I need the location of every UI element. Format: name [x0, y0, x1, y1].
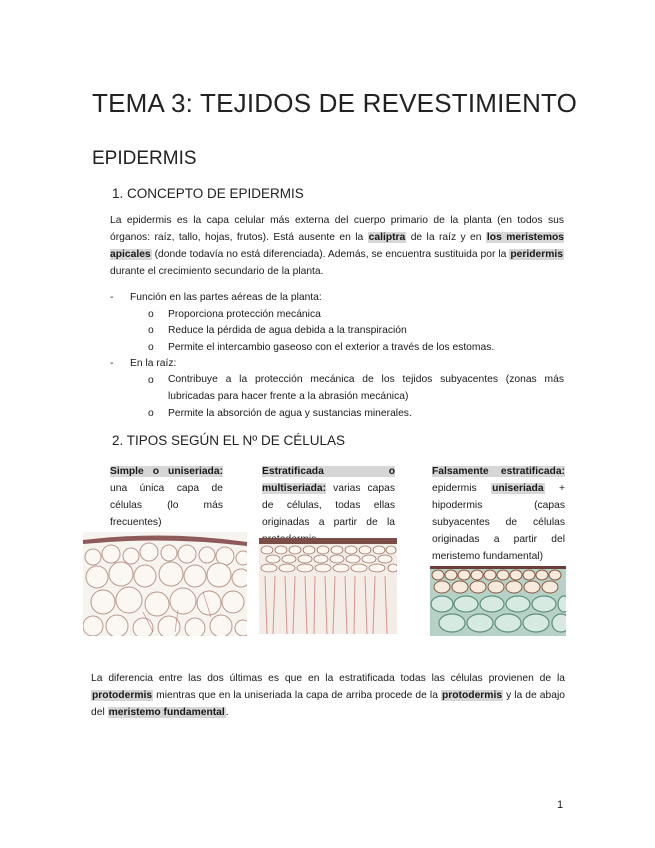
aerial-item: Reduce la pérdida de agua debida a la transpiración — [168, 325, 407, 336]
aerial-item: Proporciona protección mecánica — [168, 309, 321, 320]
term-uniseriada: uniseriada — [492, 483, 544, 494]
term-protodermis: protodermis — [441, 690, 503, 701]
paragraph-difference — [91, 670, 565, 721]
term-peridermis: peridermis — [510, 249, 563, 260]
dash-bullet: - — [110, 358, 114, 369]
page-number: 1 — [557, 799, 564, 811]
aerial-item: Permite el intercambio gaseoso con el exterior a través de los estomas. — [168, 342, 495, 353]
term-meristemos-apicales: los meristemos apicales — [110, 232, 565, 260]
type-stratified — [262, 463, 395, 548]
sub-bullet: o — [148, 325, 154, 336]
concept-text-b: de la raíz y en — [406, 232, 486, 243]
micrograph-stratified-epidermis — [259, 538, 397, 634]
sub-bullet: o — [148, 309, 154, 320]
paragraph-concepto — [110, 212, 564, 280]
type-stratified-text: varias capas de células, todas ellas originadas a partir de la — [262, 483, 395, 528]
root-label: En la raíz: — [130, 358, 177, 369]
term-caliptra: caliptra — [368, 232, 406, 243]
type-false-text-a: epidermis — [432, 483, 492, 494]
diff-text-d: . — [225, 707, 229, 718]
heading-concepto: 1. CONCEPTO DE EPIDERMIS — [112, 186, 304, 201]
sub-bullet: o — [148, 375, 154, 386]
concept-text-c: (donde todavía no está diferenciada). Además, se encuentra sustituida por la — [151, 249, 510, 260]
type-false — [432, 463, 565, 565]
section-heading-epidermis: EPIDERMIS — [92, 148, 197, 169]
heading-tipos: 2. TIPOS SEGÚN EL Nº DE CÉLULAS — [112, 433, 346, 448]
type-false-head: Falsamente estratificada: — [432, 466, 565, 477]
diff-text-b: mientras que en la uniseriada la capa de arriba procede de la — [153, 690, 441, 701]
type-simple — [110, 463, 223, 531]
diff-text-c: y la de abajo del — [91, 690, 565, 718]
type-simple-text: una única capa de células (lo más frecuentes) — [110, 483, 223, 528]
sub-bullet: o — [148, 342, 154, 353]
concept-text-a: La epidermis es la capa celular más externa del cuerpo primario de la planta (en todos sus órganos: raíz, tallo, hojas, frutos). Está ausente en la — [110, 215, 564, 243]
root-item: Contribuye a la protección mecánica de los tejidos subyacentes (zonas más lubricadas para hacer frente a la abrasión mecánica) — [168, 374, 564, 402]
dash-bullet: - — [110, 292, 114, 303]
micrograph-simple-epidermis — [83, 532, 247, 636]
type-simple-head: Simple o uniseriada: — [110, 466, 223, 477]
page-title: TEMA 3: TEJIDOS DE REVESTIMIENTO — [92, 88, 578, 118]
term-protodermis: protodermis — [92, 690, 153, 701]
term-meristemo-fundamental: meristemo fundamental — [108, 707, 225, 718]
type-false-text-b: + hipodermis (capas subyacentes de células originadas a partir del meristemo fundamental) — [432, 483, 566, 562]
aerial-label: Función en las partes aéreas de la planta: — [130, 292, 322, 303]
concept-text-d: durante el crecimiento secundario de la planta. — [110, 266, 324, 277]
root-item: Permite la absorción de agua y sustancias minerales. — [168, 408, 412, 419]
type-stratified-head: Estratificada o multiseriada: — [262, 466, 395, 494]
diff-text-a: La diferencia entre las dos últimas es que en la estratificada todas las células provienen de la — [91, 673, 565, 684]
micrograph-false-stratified-epidermis — [430, 566, 566, 636]
sub-bullet: o — [148, 408, 154, 419]
